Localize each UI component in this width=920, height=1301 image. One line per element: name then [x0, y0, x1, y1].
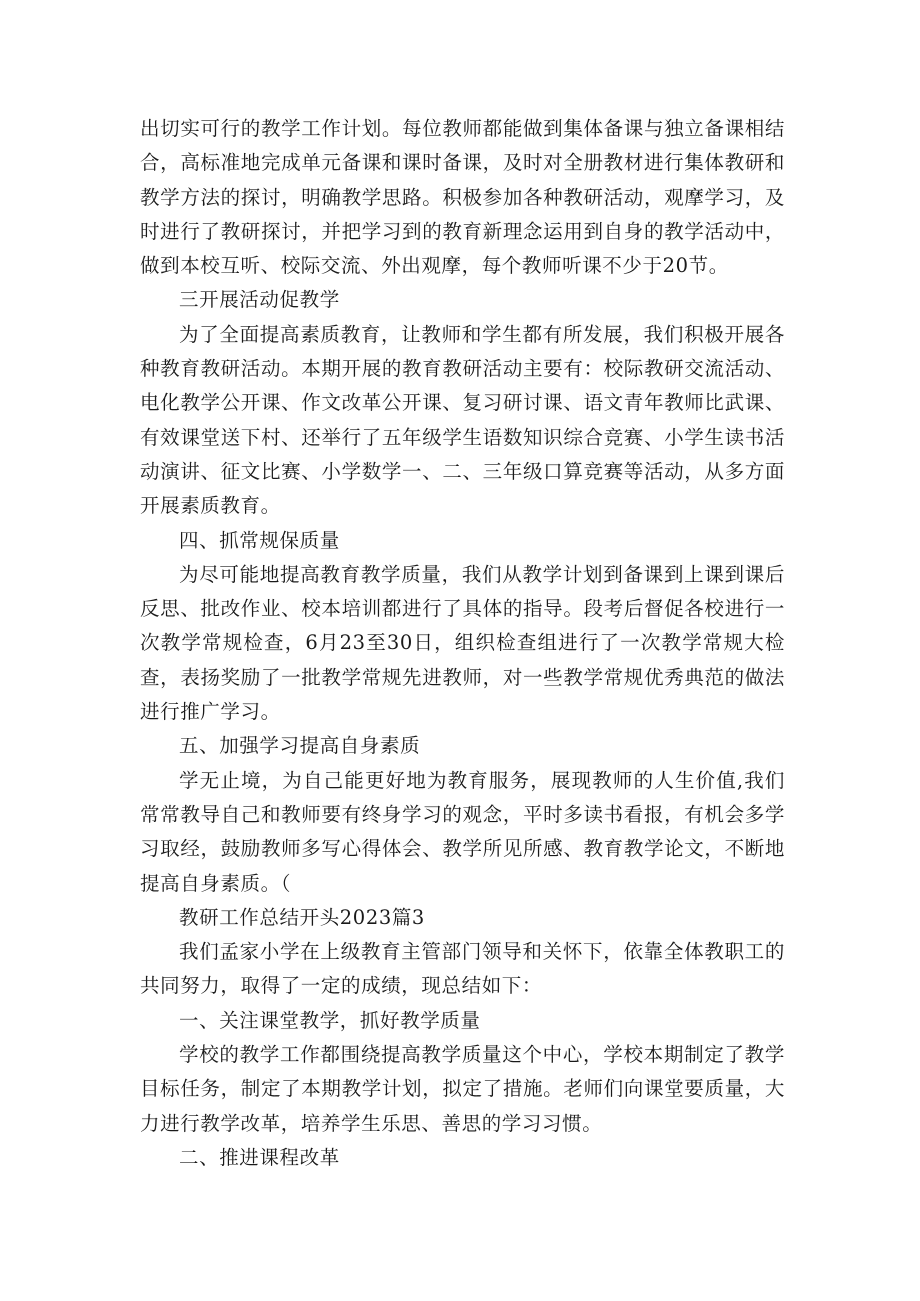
heading-self-improvement: 五、加强学习提高自身素质	[179, 734, 421, 758]
heading-routine-quality: 四、抓常规保质量	[179, 528, 340, 552]
heading-curriculum-reform: 二、推进课程改革	[179, 1145, 340, 1169]
heading-summary-part3: 教研工作总结开头2023篇3	[179, 905, 425, 929]
document-page	[140, 112, 785, 1175]
heading-classroom-teaching: 一、关注课堂教学，抓好教学质量	[179, 1008, 481, 1032]
heading-activities: 三开展活动促教学	[179, 288, 340, 312]
paragraph-self-improvement: 学无止境，为自己能更好地为教育服务，展现教师的人生价值,我们常常教导自己和教师要有终身学习的观念，平时多读书看报，有机会多学习取经，鼓励教师多写心得体会、教学所见所感、教育教学论文，不断地提高自身素质。（	[140, 768, 785, 895]
paragraph-activities: 为了全面提高素质教育，让教师和学生都有所发展，我们积极开展各种教育教研活动。本期开展的教育教研活动主要有：校际教研交流活动、电化教学公开课、作文改革公开课、复习研讨课、语文青年教师比武课、有效课堂送下村、还举行了五年级学生语数知识综合竞赛、小学生读书活动演讲、征文比赛、小学数学一、二、三年级口算竞赛等活动，从多方面开展素质教育。	[140, 322, 785, 518]
paragraph-classroom-teaching: 学校的教学工作都围绕提高教学质量这个中心，学校本期制定了教学目标任务，制定了本期教学计划，拟定了措施。老师们向课堂要质量，大力进行教学改革，培养学生乐思、善思的学习习惯。	[140, 1043, 785, 1135]
paragraph-summary-intro: 我们孟家小学在上级教育主管部门领导和关怀下，依靠全体教职工的共同努力，取得了一定的成绩，现总结如下：	[140, 940, 785, 998]
paragraph-teaching-plan: 出切实可行的教学工作计划。每位教师都能做到集体备课与独立备课相结合，高标准地完成单元备课和课时备课，及时对全册教材进行集体教研和教学方法的探讨，明确教学思路。积极参加各种教研活动，观摩学习，及时进行了教研探讨，并把学习到的教育新理念运用到自身的教学活动中，做到本校互听、校际交流、外出观摩，每个教师听课不少于20节。	[140, 117, 785, 278]
paragraph-routine-quality: 为尽可能地提高教育教学质量，我们从教学计划到备课到上课到课后反思、批改作业、校本培训都进行了具体的指导。段考后督促各校进行一次教学常规检查，6月23至30日，组织检查组进行了一次教学常规大检查，表扬奖励了一批教学常规先进教师，对一些教学常规优秀典范的做法进行推广学习。	[140, 562, 785, 724]
